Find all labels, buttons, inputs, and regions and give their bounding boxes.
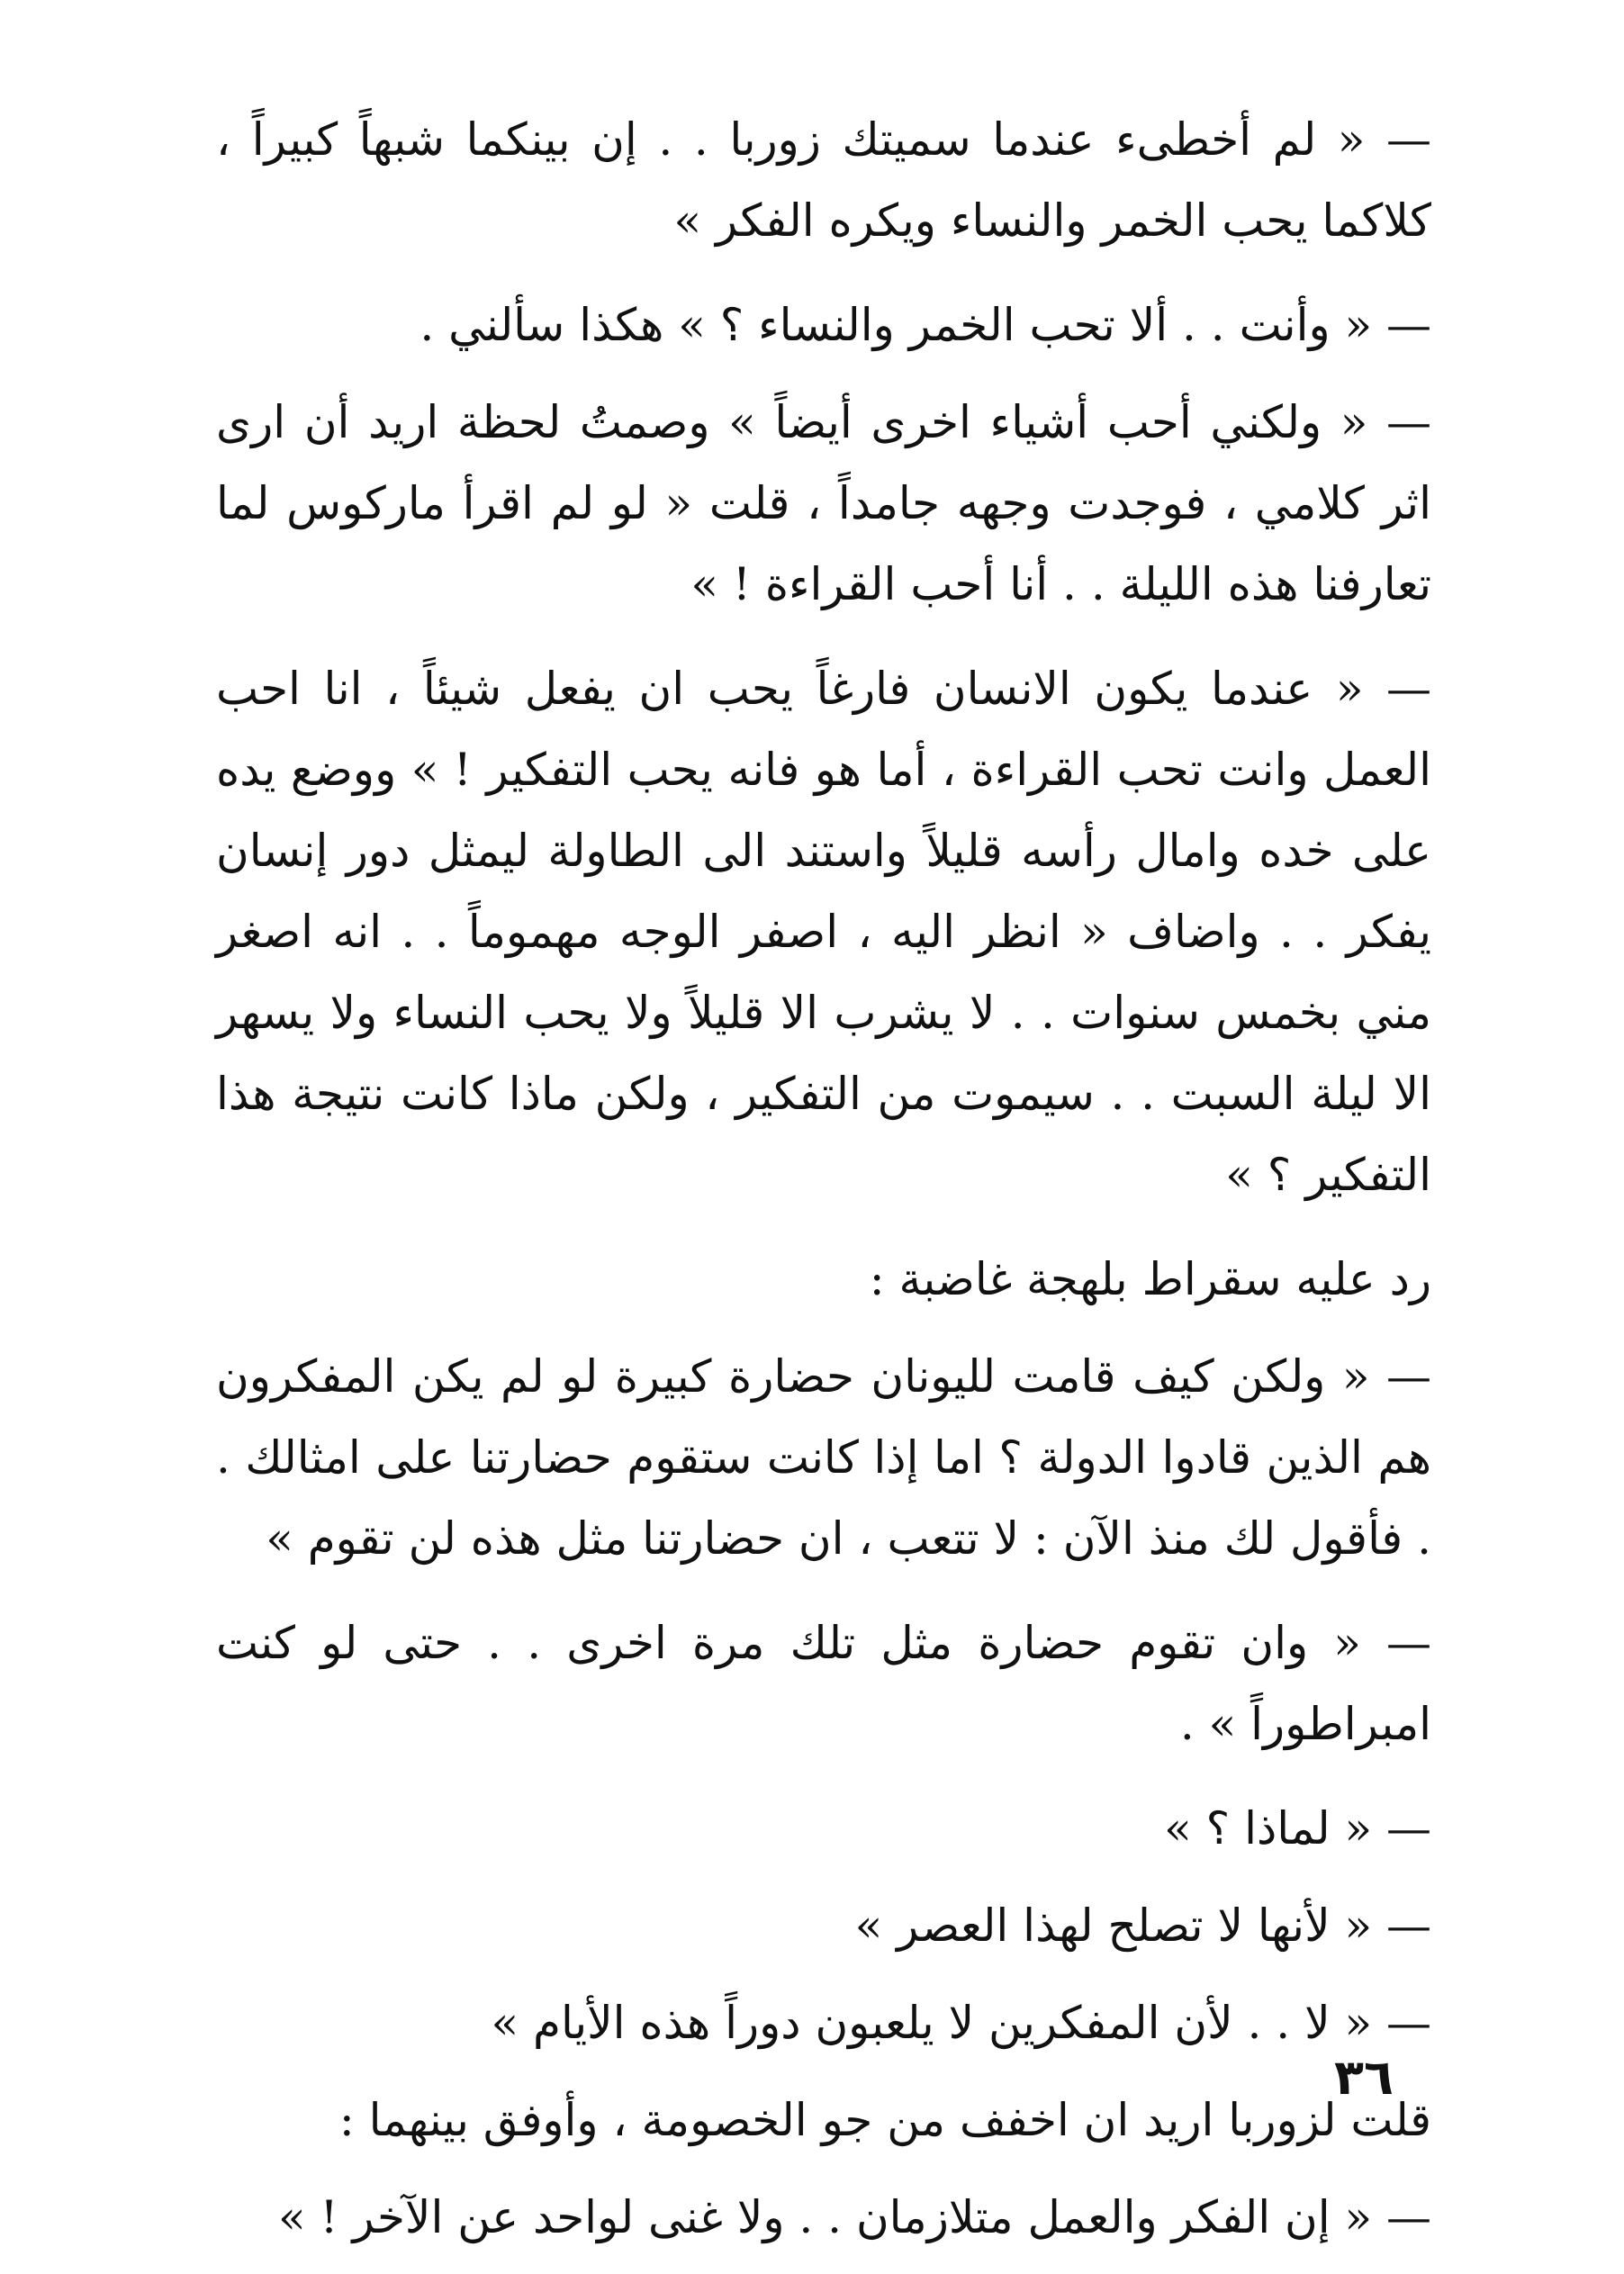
paragraph-7: — « وان تقوم حضارة مثل تلك مرة اخرى . . حتى لو كنت امبراطوراً » . xyxy=(216,1617,1431,1750)
paragraph-11: قلت لزوربا اريد ان اخفف من جو الخصومة ، وأوفق بينهما : xyxy=(338,2094,1431,2146)
paragraph-6: — « ولكن كيف قامت لليونان حضارة كبيرة لو لم يكن المفكرون هم الذين قادوا الدولة ؟ اما إذا كانت ستقوم حضارتنا على امثالك . . فأقول لك منذ الآن : لا تتعب ، ان حضارتنا مثل هذه لن تقوم » xyxy=(216,1350,1431,1565)
paragraph-9: — « لأنها لا تصلح لهذا العصر » xyxy=(854,1900,1431,1952)
paragraph-10: — « لا . . لأن المفكرين لا يلعبون دوراً هذه الأيام » xyxy=(491,1997,1431,2049)
paragraph-4: — « عندما يكون الانسان فارغاً يحب ان يفعل شيئاً ، انا احب العمل وانت تحب القراءة ، أما هو فانه يحب التفكير ! » ووضع يده على خده وامال رأسه قليلاً واستند الى الطاولة ليمثل دور إنسان يفكر . . واضاف « انظر اليه ، اصفر الوجه مهموماً . . انه اصغر مني بخمس سنوات . . لا يشرب الا قليلاً ولا يحب النساء ولا يسهر الا ليلة السبت . . سيموت من التفكير ، ولكن ماذا كانت نتيجة هذا التفكير ؟ » xyxy=(216,663,1431,1201)
body-text xyxy=(216,99,1431,2274)
paragraph-8: — « لماذا ؟ » xyxy=(1164,1802,1431,1854)
paragraph-1: — « لم أخطىء عندما سميتك زوربا . . إن بينكما شبهاً كبيراً ، كلاكما يحب الخمر والنساء ويكره الفكر » xyxy=(216,113,1431,247)
paragraph-2: — « وأنت . . ألا تحب الخمر والنساء ؟ » هكذا سألني . xyxy=(420,299,1431,351)
paragraph-3: — « ولكني أحب أشياء اخرى أيضاً » وصمتُ لحظة اريد أن ارى اثر كلامي ، فوجدت وجهه جامداً ، قلت « لو لم اقرأ ماركوس لما تعارفنا هذه الليلة . . أنا أحب القراءة ! » xyxy=(216,396,1431,610)
page-number: ٣٦ xyxy=(1334,2049,1394,2106)
paragraph-5: رد عليه سقراط بلهجة غاضبة : xyxy=(869,1253,1431,1305)
paragraph-12: — « إن الفكر والعمل متلازمان . . ولا غنى لواحد عن الآخر ! » xyxy=(277,2191,1431,2243)
